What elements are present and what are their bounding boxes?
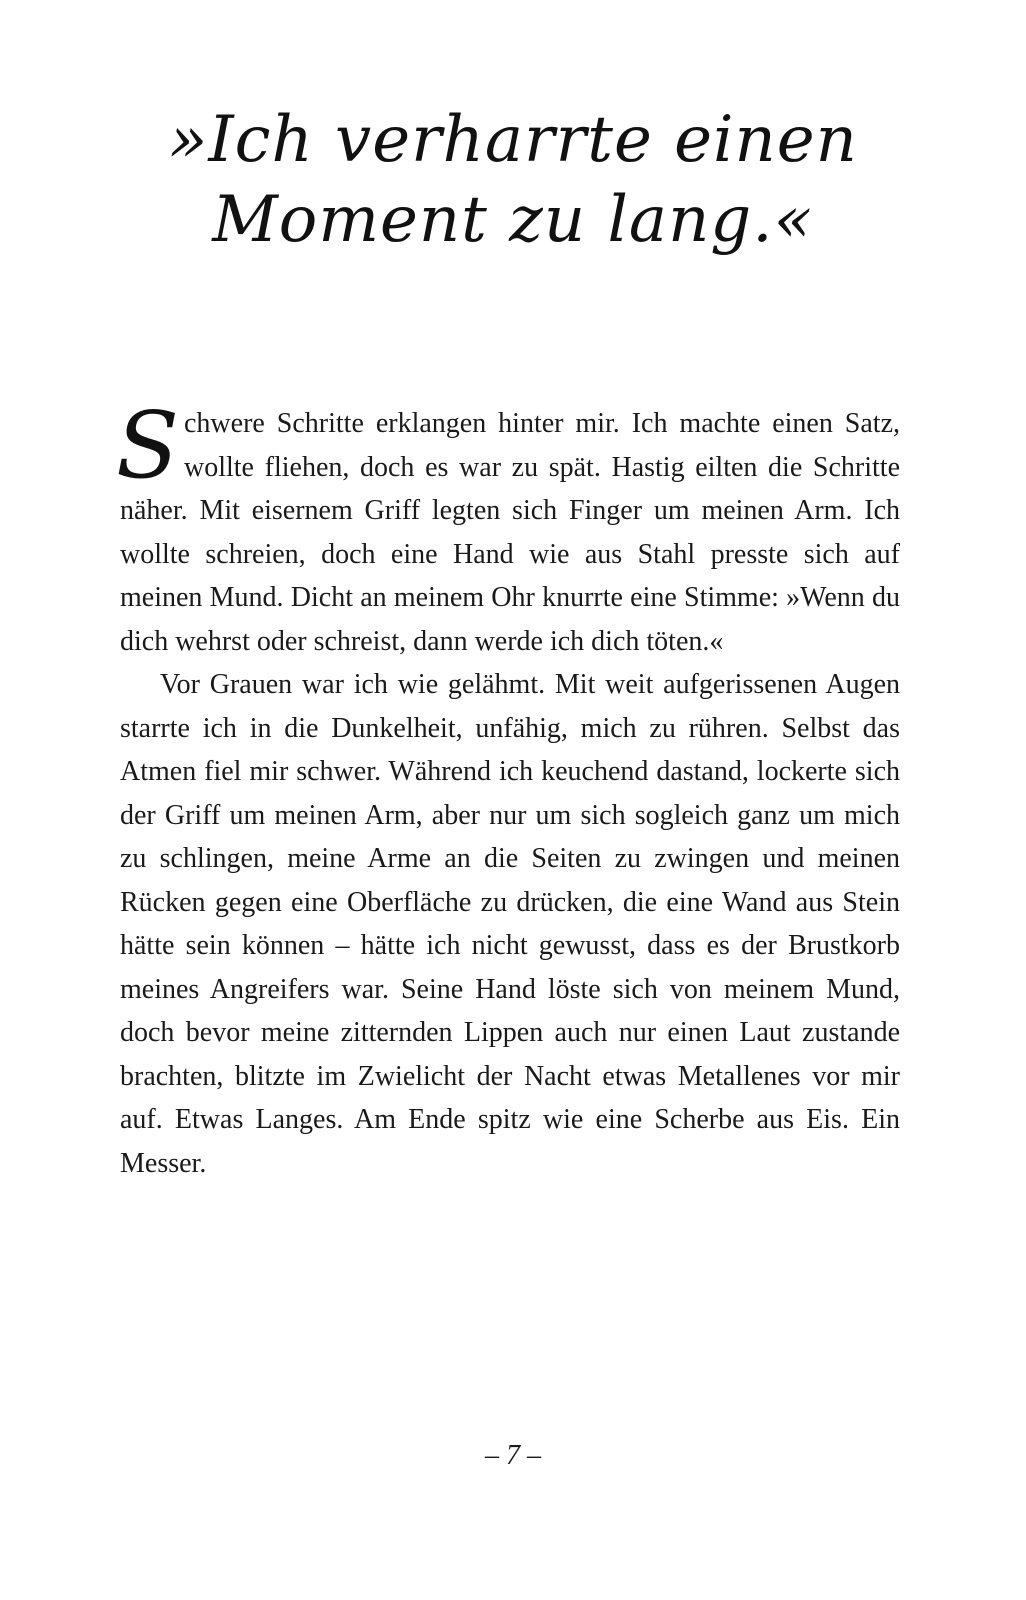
body-text bbox=[116, 392, 900, 1185]
paragraph-2: Vor Grauen war ich wie gelähmt. Mit weit aufgerissenen Augen starrte ich in die Dunkelheit, unfähig, mich zu rühren. Selbst das Atmen fiel mir schwer. Während ich keuchend dastand, lockerte sich der Griff um meinen Arm, aber nur um sich sogleich ganz um mich zu schlingen, meine Arme an die Seiten zu zwingen und meinen Rücken gegen eine Oberfläche zu drücken, die eine Wand aus Stein hätte sein können – hätte ich nicht gewusst, dass es der Brustkorb meines Angreifers war. Seine Hand löste sich von meinem Mund, doch bevor meine zitternden Lippen auch nur einen Laut zustande brachten, blitzte im Zwielicht der Nacht etwas Metallenes vor mir auf. Etwas Langes. Am Ende spitz wie eine Scherbe aus Eis. Ein Messer. bbox=[120, 669, 900, 1179]
chapter-title-line-1: »Ich verharrte einen bbox=[168, 103, 858, 177]
page-number: – 7 – bbox=[485, 1440, 541, 1471]
paragraph-1 bbox=[116, 392, 900, 663]
chapter-title bbox=[0, 100, 1026, 260]
drop-cap: S bbox=[116, 392, 180, 499]
paragraph-1-text: chwere Schritte erklangen hinter mir. Ich machte einen Satz, wollte fliehen, doch es war zu spät. Hastig eilten die Schritte näher. Mit eisernem Griff legten sich Finger um meinen Arm. Ich wollte schreien, doch eine Hand wie aus Stahl presste sich auf meinen Mund. Dicht an meinem Ohr knurrte eine Stimme: »Wenn du dich wehrst oder schreist, dann werde ich dich töten.« bbox=[120, 408, 900, 657]
chapter-title-line-2: Moment zu lang.« bbox=[212, 183, 814, 257]
